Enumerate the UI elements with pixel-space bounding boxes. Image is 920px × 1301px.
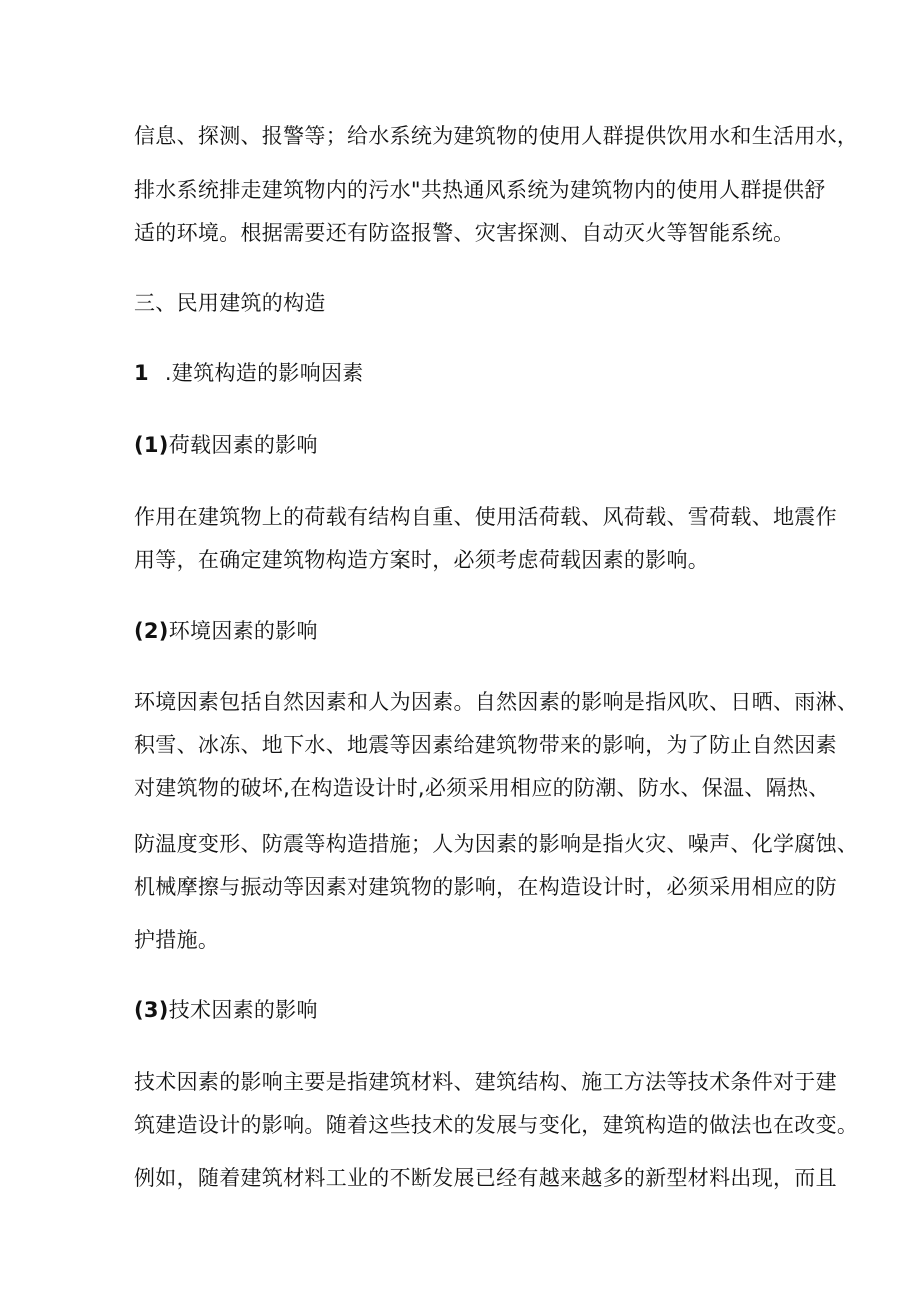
paragraph-line: 排水系统排走建筑物内的污水"共热通风系统为建筑物内的使用人群提供舒 xyxy=(134,178,826,202)
paragraph-line: 适的环境。根据需要还有防盗报警、灾害探测、自动灭火等智能系统。 xyxy=(134,221,795,245)
paragraph-line: 对建筑物的破坏,在构造设计时,必须采用相应的防潮、防水、保温、隔热、 xyxy=(134,776,830,800)
paragraph-line: 用等，在确定建筑物构造方案时，必须考虑荷载因素的影响。 xyxy=(134,548,710,572)
factor-heading-3 xyxy=(134,996,318,1024)
paragraph-line: 作用在建筑物上的荷载有结构自重、使用活荷载、风荷载、雪荷载、地震作 xyxy=(134,505,837,529)
factor-title: 技术因素的影响 xyxy=(168,998,318,1022)
paragraph-line: 技术因素的影响主要是指建筑材料、建筑结构、施工方法等技术条件对于建 xyxy=(134,1070,837,1094)
paragraph-line: 例如，随着建筑材料工业的不断发展已经有越来越多的新型材料出现，而且 xyxy=(134,1166,837,1190)
factor-title: 环境因素的影响 xyxy=(168,619,318,643)
subsection-heading xyxy=(134,359,364,387)
factor-number: (2) xyxy=(134,619,169,643)
section-heading: 三、民用建筑的构造 xyxy=(134,291,326,315)
paragraph-line: 防温度变形、防震等构造措施；人为因素的影响是指火灾、噪声、化学腐蚀、 xyxy=(134,832,859,856)
paragraph-line: 筑建造设计的影响。随着这些技术的发展与变化，建筑构造的做法也在改变。 xyxy=(134,1113,859,1137)
paragraph-line: 积雪、冰冻、地下水、地震等因素给建筑物带来的影响，为了防止自然因素 xyxy=(134,733,837,757)
factor-heading-1 xyxy=(134,431,318,459)
paragraph-line: 机械摩擦与振动等因素对建筑物的影响，在构造设计时，必须采用相应的防 xyxy=(134,875,837,899)
factor-title: 荷载因素的影响 xyxy=(168,433,318,457)
subsection-number: 1 xyxy=(134,361,149,385)
factor-number: (1) xyxy=(134,433,169,457)
subsection-title: .建筑构造的影响因素 xyxy=(164,361,364,385)
paragraph-line: 护措施。 xyxy=(134,928,220,952)
paragraph-line: 信息、探测、报警等；给水系统为建筑物的使用人群提供饮用水和生活用水， xyxy=(134,124,859,148)
factor-heading-2 xyxy=(134,617,318,645)
factor-number: (3) xyxy=(134,998,169,1022)
paragraph-line: 环境因素包括自然因素和人为因素。自然因素的影响是指风吹、日晒、雨淋、 xyxy=(134,690,859,714)
